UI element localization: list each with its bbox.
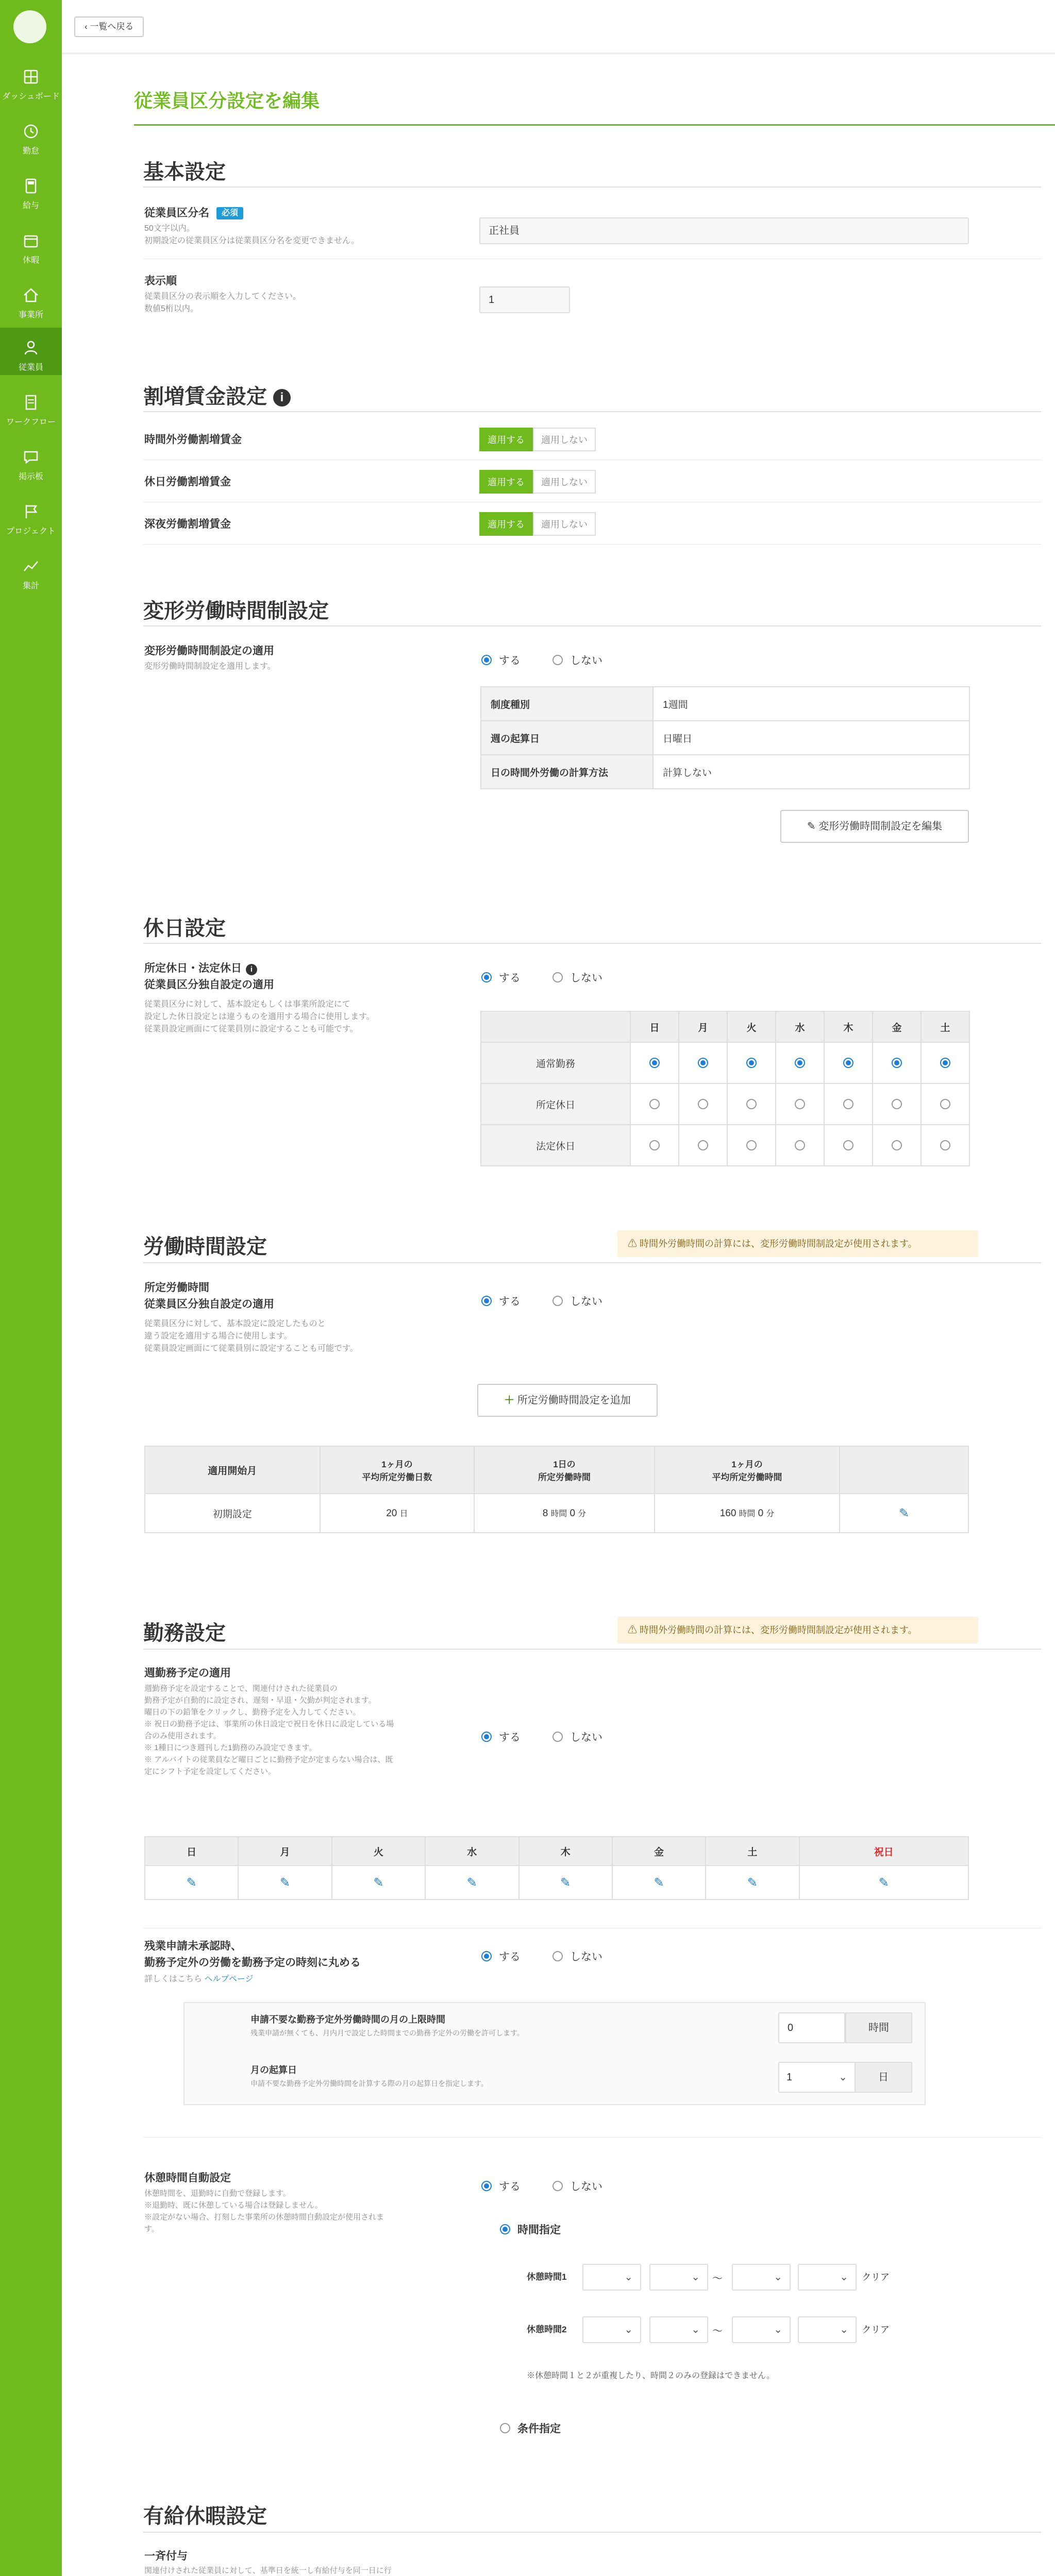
divider <box>143 943 1041 944</box>
plus-icon: ＋ <box>504 1395 517 1406</box>
premium-overtime-toggle[interactable] <box>479 428 596 451</box>
day-radio[interactable] <box>746 1058 757 1068</box>
sidebar-item-label: 事業所 <box>18 311 43 319</box>
monthly-hours-cell: 160 時間 0 分 <box>655 1494 840 1533</box>
display-order-input[interactable]: 1 <box>479 286 570 313</box>
table-key: 週の起算日 <box>481 721 653 755</box>
overtime-label-1: 残業申請未承認時、 <box>144 1940 242 1952</box>
holiday-yes-radio[interactable]: する <box>481 970 521 985</box>
order-desc-2: 数値5桁以内。 <box>144 304 198 313</box>
range-separator: ～ <box>712 2326 723 2337</box>
duty-warning: ⚠ 時間外労働時間の計算には、変形労働時間制設定が使用されます。 <box>617 1617 978 1643</box>
divider <box>143 1649 1041 1650</box>
warning-icon: ⚠ <box>628 1625 640 1635</box>
day-radio[interactable] <box>746 1140 757 1150</box>
start-month-cell: 初期設定 <box>145 1494 320 1533</box>
calculator-icon <box>22 177 40 195</box>
row-header: 法定休日 <box>481 1125 630 1166</box>
limit-input[interactable]: 0 <box>778 2012 845 2043</box>
day-header: 土 <box>921 1011 969 1042</box>
day-radio[interactable] <box>649 1058 660 1068</box>
day-radio[interactable] <box>892 1099 902 1109</box>
column-header: 1ヶ月の 平均所定労働日数 <box>320 1446 475 1494</box>
day-header: 水 <box>776 1011 824 1042</box>
holiday-no-radio[interactable]: しない <box>552 970 602 985</box>
worktime-warning: ⚠ 時間外労働時間の計算には、変形労働時間制設定が使用されます。 <box>617 1230 978 1257</box>
overtime-no-radio[interactable]: しない <box>552 1948 602 1964</box>
day-radio[interactable] <box>746 1099 757 1109</box>
break-2-end-minute[interactable]: ⌄ <box>798 2316 857 2343</box>
weekly-no-radio[interactable]: しない <box>552 1729 602 1744</box>
divider <box>143 2137 1041 2138</box>
break-2-end-hour[interactable]: ⌄ <box>732 2316 791 2343</box>
top-bar <box>62 0 1055 54</box>
range-separator: ～ <box>712 2273 723 2284</box>
apply-option[interactable]: 適用する <box>479 512 533 536</box>
bulk-grant-no-radio[interactable] <box>552 2574 602 2576</box>
worktime-desc: 従業員設定画面にて従業員別に設定することも可能です。 <box>144 1344 358 1353</box>
company-logo[interactable] <box>13 10 46 43</box>
table-value: 計算しない <box>653 755 969 789</box>
day-radio[interactable] <box>649 1140 660 1150</box>
break-desc: 休憩時間を、退勤時に自動で登録します。 ※退勤時、既に休憩している場合は登録しません。 ※設定がない場合、打刻した事業所の休憩時間自動設定が使用されま す。 <box>144 2189 384 2233</box>
divider <box>143 544 1041 545</box>
edit-pencil-icon[interactable]: ✎ <box>373 1875 384 1890</box>
section-title-paid: 有給休暇設定 <box>143 2505 267 2528</box>
limit-label: 申請不要な勤務予定外労働時間の月の上限時間 <box>250 2014 445 2025</box>
section-title-holiday: 休日設定 <box>143 917 226 940</box>
break-2-clear-link[interactable]: クリア <box>862 2325 890 2335</box>
home-icon <box>22 286 40 304</box>
divider <box>143 187 1041 188</box>
display-order-label: 表示順 <box>144 275 177 287</box>
break-1-label: 休憩時間1 <box>527 2272 567 2282</box>
worktime-desc: 違う設定を適用する場合に使用します。 <box>144 1332 292 1341</box>
break-2-start-hour[interactable]: ⌄ <box>582 2316 641 2343</box>
sidebar <box>0 0 62 2576</box>
weekly-yes-radio[interactable]: する <box>481 1729 521 1744</box>
day-radio[interactable] <box>795 1099 805 1109</box>
day-header: 土 <box>706 1837 799 1866</box>
sidebar-item-dashboard[interactable] <box>0 57 62 104</box>
calendar-icon <box>22 232 40 249</box>
edit-pencil-icon[interactable]: ✎ <box>878 1875 889 1890</box>
premium-holiday-toggle[interactable] <box>479 470 596 494</box>
condition-spec-radio[interactable]: 条件指定 <box>500 2420 561 2436</box>
overtime-desc: 詳しくはこちら ヘルプページ <box>144 1975 254 1984</box>
day-header: 月 <box>238 1837 331 1866</box>
start-day-select[interactable]: 1 ⌄ <box>778 2062 856 2093</box>
start-day-desc: 申請不要な勤務予定外労働時間を計算する際の月の起算日を指定します。 <box>250 2079 488 2088</box>
divider <box>143 2532 1041 2533</box>
pencil-icon: ✎ <box>807 821 819 832</box>
sidebar-item-label: 勤怠 <box>22 147 39 156</box>
table-value: 1週間 <box>653 687 969 721</box>
day-radio[interactable] <box>649 1099 660 1109</box>
edit-pencil-icon[interactable]: ✎ <box>280 1875 291 1890</box>
premium-row-label: 時間外労働割増賃金 <box>144 434 242 446</box>
day-radio[interactable] <box>940 1140 950 1150</box>
row-header: 通常勤務 <box>481 1042 630 1083</box>
required-badge: 必須 <box>216 207 243 219</box>
edit-pencil-icon[interactable]: ✎ <box>186 1875 197 1890</box>
variable-apply-desc: 変形労働時間制設定を適用します。 <box>144 662 276 671</box>
day-header: 月 <box>679 1011 727 1042</box>
weekly-schedule-table <box>144 1836 969 1900</box>
column-header: 1日の 所定労働時間 <box>474 1446 655 1494</box>
day-radio[interactable] <box>892 1140 902 1150</box>
employee-category-name-input[interactable]: 正社員 <box>479 217 969 244</box>
chevron-down-icon: ⌄ <box>839 2072 847 2083</box>
day-radio[interactable] <box>698 1099 708 1109</box>
not-apply-option[interactable]: 適用しない <box>533 470 596 494</box>
name-desc-1: 50文字以内。 <box>144 224 195 233</box>
sidebar-item-label: 従業員 <box>18 363 43 372</box>
edit-pencil-icon[interactable]: ✎ <box>466 1875 477 1890</box>
sidebar-item-board[interactable] <box>0 437 62 484</box>
section-title-premium: 割増賃金設定 i <box>143 380 291 410</box>
day-header: 木 <box>824 1011 873 1042</box>
edit-pencil-icon[interactable]: ✎ <box>747 1875 758 1890</box>
sidebar-item-leave[interactable] <box>0 221 62 268</box>
variable-no-radio[interactable]: しない <box>552 652 602 668</box>
break-no-radio[interactable]: しない <box>552 2178 602 2194</box>
day-radio[interactable] <box>698 1140 708 1150</box>
sidebar-item-employees[interactable] <box>0 328 62 375</box>
worktime-no-radio[interactable]: しない <box>552 1293 602 1309</box>
day-radio[interactable] <box>843 1140 853 1150</box>
limit-desc: 残業申請が無くても、月内月で設定した時間までの勤務予定外の労働を許可します。 <box>250 2029 524 2037</box>
premium-row-label: 深夜労働割増賃金 <box>144 518 231 530</box>
break-yes-radio[interactable]: する <box>481 2178 521 2194</box>
break-1-start-minute[interactable]: ⌄ <box>649 2264 708 2291</box>
overtime-subsettings <box>183 2002 926 2105</box>
variable-yes-radio[interactable]: する <box>481 652 521 668</box>
premium-row-label: 休日労働割増賃金 <box>144 476 231 488</box>
person-icon <box>22 339 40 357</box>
column-header: 適用開始月 <box>145 1446 320 1494</box>
day-header: 日 <box>630 1011 679 1042</box>
sidebar-item-label: 休暇 <box>22 256 39 265</box>
not-apply-option[interactable]: 適用しない <box>533 512 596 536</box>
sidebar-item-workflow[interactable] <box>0 382 62 430</box>
edit-pencil-icon[interactable]: ✎ <box>560 1875 571 1890</box>
holiday-desc: 従業員設定画面にて従業員別に設定することも可能です。 <box>144 1025 358 1033</box>
sidebar-item-label: ダッシュボード <box>2 92 60 101</box>
day-header: 日 <box>145 1837 238 1866</box>
clock-icon <box>22 123 40 140</box>
worktime-label-1: 所定労働時間 <box>144 1282 209 1294</box>
break-2-start-minute[interactable]: ⌄ <box>649 2316 708 2343</box>
day-header: 火 <box>332 1837 425 1866</box>
time-spec-radio[interactable]: 時間指定 <box>500 2222 561 2237</box>
row-header: 所定休日 <box>481 1083 630 1125</box>
day-radio[interactable] <box>843 1099 853 1109</box>
sidebar-item-reports[interactable] <box>0 546 62 594</box>
break-note: ※休憩時間１と２が重複したり、時間２のみの登録はできません。 <box>527 2371 775 2380</box>
sidebar-item-attendance[interactable] <box>0 111 62 159</box>
help-page-link[interactable]: ヘルプページ <box>204 1975 254 1984</box>
divider <box>143 411 1041 412</box>
day-header: 金 <box>612 1837 706 1866</box>
limit-unit: 時間 <box>845 2012 912 2043</box>
add-worktime-button[interactable]: ＋ 所定労働時間設定を追加 <box>477 1384 658 1417</box>
worktime-label-2: 従業員区分独自設定の適用 <box>144 1298 274 1310</box>
main-content <box>62 55 1055 2576</box>
page-title: 従業員区分設定を編集 <box>134 87 1055 126</box>
weekly-schedule-label: 週勤務予定の適用 <box>144 1667 231 1679</box>
holiday-label-2: 従業員区分独自設定の適用 <box>144 979 274 991</box>
bulk-grant-yes-radio[interactable] <box>481 2574 521 2576</box>
apply-option[interactable]: 適用する <box>479 470 533 494</box>
edit-pencil-icon[interactable]: ✎ <box>899 1506 910 1520</box>
info-icon[interactable]: i <box>246 964 257 975</box>
column-header: 1ヶ月の 平均所定労働時間 <box>655 1446 840 1494</box>
day-radio[interactable] <box>940 1058 950 1068</box>
sidebar-item-label: 集計 <box>22 582 39 590</box>
warning-icon: ⚠ <box>628 1239 640 1249</box>
break-2-label: 休憩時間2 <box>527 2325 567 2334</box>
apply-option[interactable]: 適用する <box>479 428 533 451</box>
day-header: 木 <box>519 1837 612 1866</box>
bulk-grant-label: 一斉付与 <box>144 2550 188 2562</box>
column-header <box>840 1446 968 1494</box>
section-title-basic: 基本設定 <box>143 161 226 183</box>
table-key: 日の時間外労働の計算方法 <box>481 755 653 789</box>
day-header: 金 <box>873 1011 921 1042</box>
document-icon <box>22 394 40 411</box>
dashboard-icon <box>22 68 40 86</box>
days-cell: 20 日 <box>320 1494 475 1533</box>
order-desc-1: 従業員区分の表示順を入力してください。 <box>144 292 302 301</box>
start-day-unit: 日 <box>855 2062 912 2093</box>
holiday-desc: 従業員区分に対して、基本設定もしくは事業所設定にて <box>144 1000 350 1009</box>
sidebar-item-label: プロジェクト <box>6 527 56 536</box>
edit-pencil-icon[interactable]: ✎ <box>654 1875 664 1890</box>
section-title-variable: 変形労働時間制設定 <box>143 600 329 622</box>
sidebar-item-payroll[interactable] <box>0 166 62 213</box>
worktime-yes-radio[interactable]: する <box>481 1293 521 1309</box>
break-1-end-minute[interactable]: ⌄ <box>798 2264 857 2291</box>
hours-cell: 8 時間 0 分 <box>474 1494 655 1533</box>
flag-icon <box>22 503 40 520</box>
table-value: 日曜日 <box>653 721 969 755</box>
section-title-duty: 勤務設定 <box>143 1622 226 1645</box>
employee-category-name-label: 従業員区分名 必須 <box>144 206 243 221</box>
sidebar-item-project[interactable] <box>0 492 62 539</box>
bulk-grant-desc: 関連付けされた従業員に対して、基準日を統一し有給付与を同一日に行 <box>144 2566 392 2575</box>
overtime-yes-radio[interactable]: する <box>481 1948 521 1964</box>
sidebar-item-label: 給与 <box>22 201 39 210</box>
name-desc-2: 初期設定の従業員区分は従業員区分名を変更できません。 <box>144 236 359 245</box>
day-radio[interactable] <box>892 1058 902 1068</box>
edit-variable-button[interactable]: ✎ 変形労働時間制設定を編集 <box>780 810 969 843</box>
divider <box>143 1262 1041 1263</box>
holiday-label-1: 所定休日・法定休日 i <box>144 961 257 976</box>
variable-settings-table <box>480 686 970 789</box>
info-icon[interactable]: i <box>273 389 291 406</box>
worktime-desc: 従業員区分に対して、基本設定に設定したものと <box>144 1319 326 1328</box>
day-radio[interactable] <box>940 1099 950 1109</box>
day-header: 祝日 <box>799 1837 968 1866</box>
premium-night-toggle[interactable] <box>479 512 596 536</box>
overtime-label-2: 勤務予定外の労働を勤務予定の時刻に丸める <box>144 1957 361 1969</box>
variable-apply-label: 変形労働時間制設定の適用 <box>144 645 274 657</box>
sidebar-item-office[interactable] <box>0 275 62 323</box>
day-radio[interactable] <box>795 1058 805 1068</box>
chat-icon <box>22 448 40 466</box>
back-to-list-button[interactable]: ‹ 一覧へ戻る <box>74 16 144 37</box>
day-radio[interactable] <box>698 1058 708 1068</box>
sidebar-item-label: 掲示板 <box>18 472 43 481</box>
not-apply-option[interactable]: 適用しない <box>533 428 596 451</box>
corner-cell <box>481 1011 630 1042</box>
weekly-desc: 週勤務予定を設定することで、関連付けされた従業員の 勤務予定が自動的に設定され、遅刻・早退・欠勤が判定されます。 曜日の下の鉛筆をクリックし、勤務予定を入力してください。 ※ 祝日の勤務予定は、事業所の休日設定で祝日を休日に設定している場 合のみ使用されます。 ※ 1種日につき週刊した1勤務のみ設定できます。 ※ アルバイトの従業員など曜日ごとに勤務予定が定まらない場合は、既 定にシフト予定を設定してください。 <box>144 1684 394 1776</box>
sidebar-item-label: ワークフロー <box>6 418 56 427</box>
chevron-left-icon: ‹ <box>85 22 90 31</box>
break-auto-label: 休憩時間自動設定 <box>144 2172 231 2184</box>
break-1-end-hour[interactable]: ⌄ <box>732 2264 791 2291</box>
break-1-clear-link[interactable]: クリア <box>862 2272 890 2282</box>
table-key: 制度種別 <box>481 687 653 721</box>
divider <box>143 625 1041 626</box>
holiday-table <box>480 1011 970 1166</box>
day-header: 水 <box>425 1837 518 1866</box>
holiday-desc: 設定した休日設定とは違うものを適用する場合に使用します。 <box>144 1012 375 1021</box>
chart-icon <box>22 557 40 575</box>
section-title-worktime: 労働時間設定 <box>143 1235 267 1258</box>
day-radio[interactable] <box>843 1058 853 1068</box>
break-1-start-hour[interactable]: ⌄ <box>582 2264 641 2291</box>
start-day-label: 月の起算日 <box>250 2065 297 2075</box>
worktime-table <box>144 1446 969 1533</box>
day-header: 火 <box>727 1011 776 1042</box>
day-radio[interactable] <box>795 1140 805 1150</box>
